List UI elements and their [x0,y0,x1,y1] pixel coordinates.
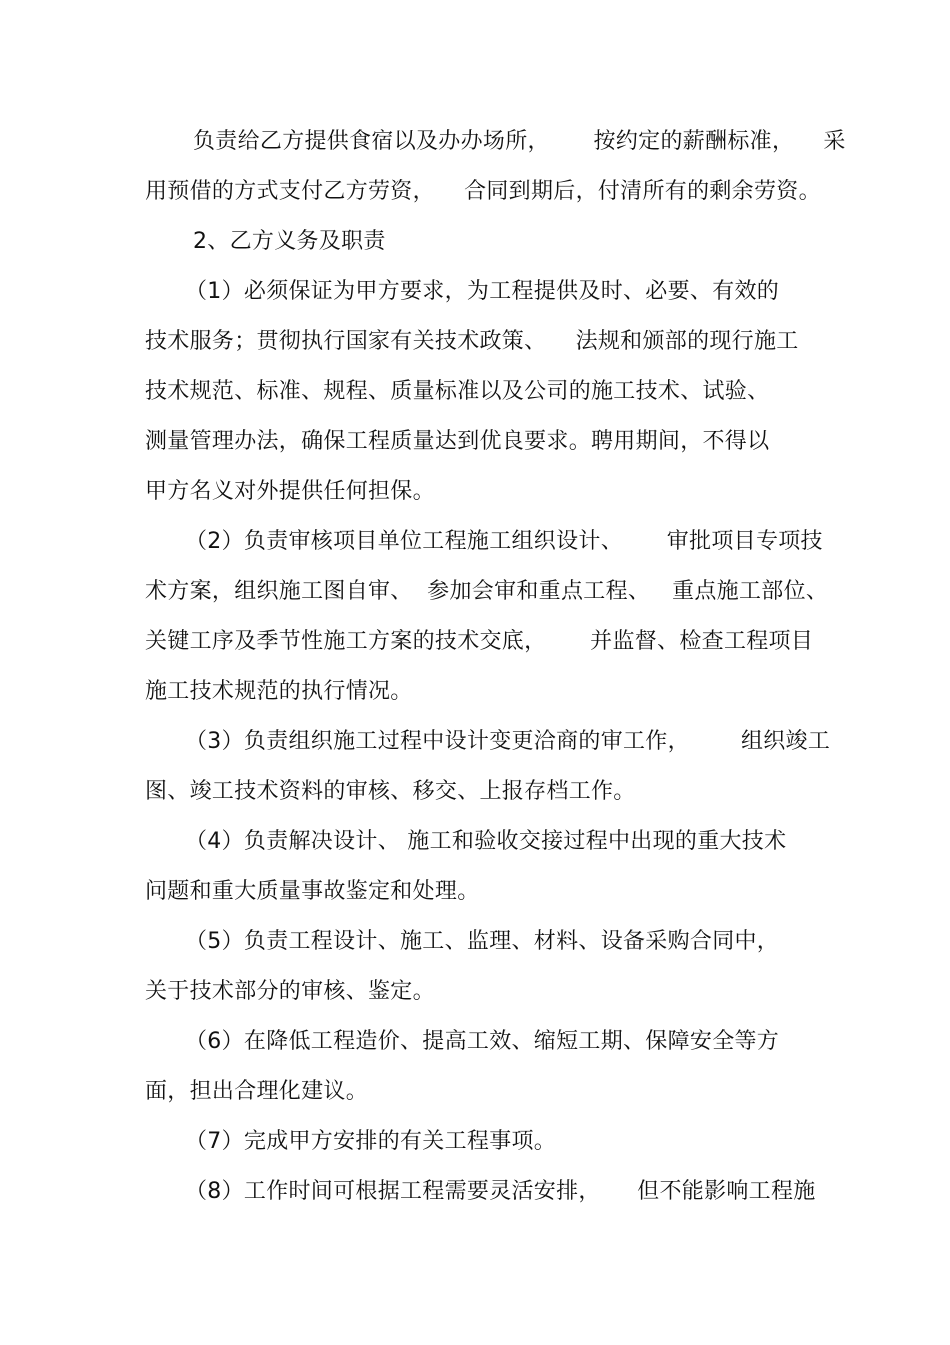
text-line-6: 技术规范、标准、规程、质量标准以及公司的施工技术、试验、 [145,379,770,404]
text-line-14: 图、竣工技术资料的审核、移交、上报存档工作。 [145,779,636,804]
text-line-7: 测量管理办法，确保工程质量达到优良要求。聘用期间，不得以 [145,429,770,454]
text-line-17: （5）负责工程设计、施工、监理、材料、设备采购合同中， [185,929,780,954]
text-line-5: 技术服务；贯彻执行国家有关技术政策、 法规和颁部的现行施工 [145,329,799,354]
text-line-11: 关键工序及季节性施工方案的技术交底， 并监督、检查工程项目 [145,629,814,654]
text-line-18: 关于技术部分的审核、鉴定。 [145,979,435,1004]
text-line-10: 术方案，组织施工图自审、 参加会审和重点工程、 重点施工部位、 [145,579,829,604]
text-line-13: （3）负责组织施工过程中设计变更洽商的审工作， 组织竣工 [185,729,831,754]
text-line-19: （6）在降低工程造价、提高工效、缩短工期、保障安全等方 [185,1029,780,1054]
text-line-21: （7）完成甲方安排的有关工程事项。 [185,1129,557,1154]
text-line-16: 问题和重大质量事故鉴定和处理。 [145,879,480,904]
text-line-9: （2）负责审核项目单位工程施工组织设计、 审批项目专项技 [185,529,823,554]
text-line-2: 用预借的方式支付乙方劳资， 合同到期后，付清所有的剩余劳资。 [145,179,821,204]
text-line-22: （8）工作时间可根据工程需要灵活安排， 但不能影响工程施 [185,1179,816,1204]
text-line-20: 面，担出合理化建议。 [145,1079,369,1104]
text-line-4: （1）必须保证为甲方要求，为工程提供及时、必要、有效的 [185,279,780,304]
section-heading: 2、乙方义务及职责 [193,229,386,254]
text-line-8: 甲方名义对外提供任何担保。 [145,479,435,504]
text-line-15: （4）负责解决设计、 施工和验收交接过程中出现的重大技术 [185,829,787,854]
text-line-1: 负责给乙方提供食宿以及办办场所， 按约定的薪酬标准， 采 [193,129,846,154]
text-line-12: 施工技术规范的执行情况。 [145,679,413,704]
